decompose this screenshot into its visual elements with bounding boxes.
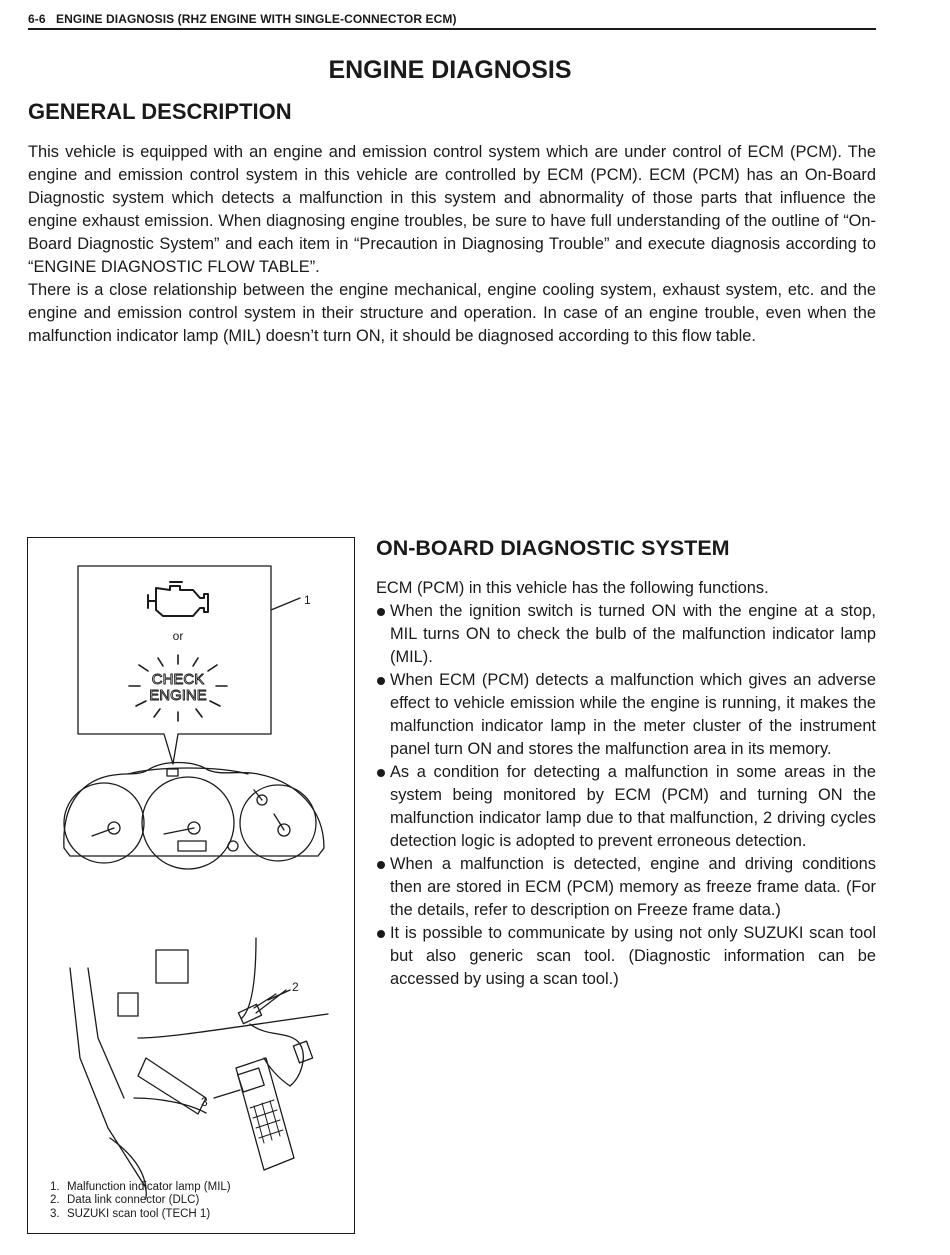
bullet-icon bbox=[377, 861, 385, 869]
list-item bbox=[376, 600, 876, 669]
list-item bbox=[376, 922, 876, 991]
legend-item bbox=[50, 1181, 231, 1195]
obd-function-list bbox=[376, 600, 876, 991]
callout-label-2: 2 bbox=[292, 980, 299, 994]
legend-item bbox=[50, 1208, 231, 1222]
callout-leader-2 bbox=[256, 990, 286, 1013]
general-paragraph-1: This vehicle is equipped with an engine and emission control system which are under control of ECM (PCM). The engine and emission control system in this vehicle are controlled by ECM (PCM). ECM (PCM) has an On-Board Diagnostic system which detects a malfunction in this system and abnormality of those parts that influence the engine exhaust emission. When diagnosing engine troubles, be sure to have full understanding of the outline of “On-Board Diagnostic System” and each item in “Precaution in Diagnosing Trouble” and execute diagnosis according to “ENGINE DIAGNOSTIC FLOW TABLE”. bbox=[28, 143, 876, 276]
bullet-icon bbox=[377, 677, 385, 685]
callout-leader-1 bbox=[271, 598, 300, 610]
lamp-callout-bubble bbox=[78, 566, 271, 764]
obd-intro: ECM (PCM) in this vehicle has the following functions. bbox=[376, 579, 769, 597]
header-rule bbox=[28, 28, 876, 30]
callout-leader-3 bbox=[214, 1090, 240, 1098]
meter-cluster-icon bbox=[64, 763, 324, 870]
section-title: ENGINE DIAGNOSIS (RHZ ENGINE WITH SINGLE-CONNECTOR ECM) bbox=[55, 12, 457, 26]
bullet-icon bbox=[377, 930, 385, 938]
list-item bbox=[376, 761, 876, 853]
legend-text: Malfunction indicator lamp (MIL) bbox=[67, 1180, 231, 1193]
bullet-icon bbox=[377, 769, 385, 777]
diagram-illustration bbox=[28, 538, 354, 1233]
legend-text: Data link connector (DLC) bbox=[67, 1194, 200, 1206]
list-item-text: When the ignition switch is turned ON with the engine at a stop, MIL turns ON to check the bulb of the malfunction indicator lamp (MIL). bbox=[390, 602, 876, 666]
obd-heading: ON-BOARD DIAGNOSTIC SYSTEM bbox=[376, 536, 730, 560]
lamp-engine-text: ENGINE bbox=[149, 687, 207, 704]
legend-number: 1. bbox=[50, 1180, 60, 1193]
page-title: ENGINE DIAGNOSIS bbox=[328, 56, 572, 84]
under-dash-icon bbox=[70, 938, 328, 1198]
list-item bbox=[376, 669, 876, 761]
callout-label-1: 1 bbox=[304, 593, 311, 607]
list-item-text: When ECM (PCM) detects a malfunction which gives an adverse effect to vehicle emission while the engine is running, it makes the malfunction indicator lamp in the meter cluster of the instrument panel turn ON and stores the malfunction area in its memory. bbox=[390, 671, 876, 758]
general-description-heading: GENERAL DESCRIPTION bbox=[28, 99, 292, 124]
page-reference: 6-6 bbox=[28, 12, 46, 26]
legend-number: 3. bbox=[50, 1207, 60, 1220]
diagram-figure bbox=[27, 537, 355, 1234]
list-item-text: It is possible to communicate by using not only SUZUKI scan tool but also generic scan tool. (Diagnostic information can be accessed by using a scan tool.) bbox=[390, 924, 876, 988]
running-header bbox=[28, 12, 876, 26]
figure-legend bbox=[50, 1181, 231, 1222]
engine-icon bbox=[148, 582, 208, 616]
list-item bbox=[376, 853, 876, 922]
callout-label-3: 3 bbox=[201, 1095, 208, 1109]
list-item-text: As a condition for detecting a malfunction in some areas in the system being monitored by ECM (PCM) and turning ON the malfunction indicator lamp due to that malfunction, 2 driving cycles detection logic is adopted to prevent erroneous detection. bbox=[390, 763, 876, 850]
lamp-check-text: CHECK bbox=[151, 671, 205, 688]
legend-number: 2. bbox=[50, 1194, 60, 1206]
scan-tool-icon bbox=[236, 1041, 313, 1170]
bullet-icon bbox=[377, 608, 385, 616]
list-item-text: When a malfunction is detected, engine and driving conditions then are stored in ECM (PCM) memory as freeze frame data. (For the details, refer to description on Freeze frame data.) bbox=[390, 855, 876, 919]
lamp-or-label: or bbox=[172, 629, 184, 643]
legend-text: SUZUKI scan tool (TECH 1) bbox=[67, 1207, 211, 1220]
legend-item bbox=[50, 1194, 231, 1208]
general-paragraph-2: There is a close relationship between the engine mechanical, engine cooling system, exhaust system, etc. and the engine and emission control system in their structure and operation. In case of an engine trouble, even when the malfunction indicator lamp (MIL) doesn’t turn ON, it should be diagnosed according to this flow table. bbox=[28, 281, 876, 345]
